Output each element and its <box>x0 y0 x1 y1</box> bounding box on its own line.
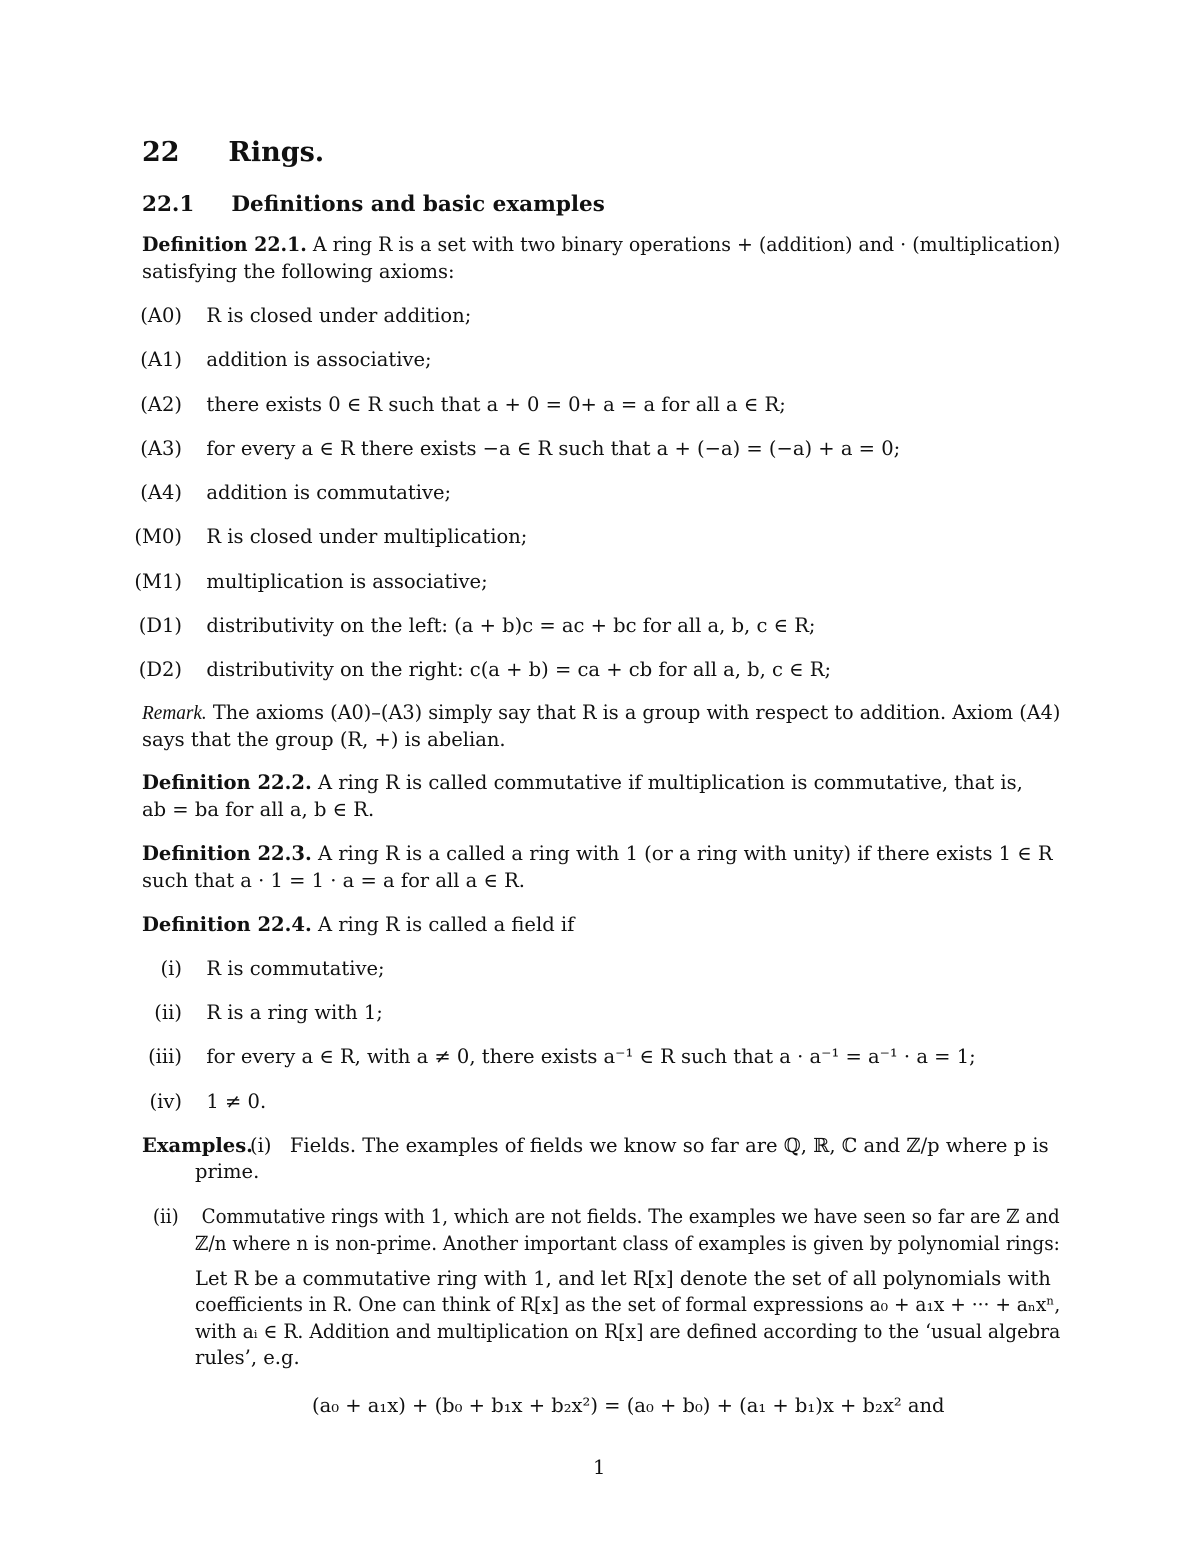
condition-label: (iii) <box>148 1045 182 1068</box>
axiom-m0 <box>132 525 527 548</box>
axiom-text: addition is associative; <box>206 348 432 371</box>
condition-label: (ii) <box>154 1001 182 1024</box>
axiom-text: for every a ∈ R there exists −a ∈ R such that a + (−a) = (−a) + a = 0; <box>206 437 901 460</box>
definition-head: Definition 22.3. <box>142 842 312 865</box>
axiom-a0 <box>132 304 471 327</box>
example-ii-para2-line1: Let R be a commutative ring with 1, and let R[x] denote the set of all polynomials with <box>195 1267 1051 1290</box>
condition-label: (i) <box>160 957 182 980</box>
example-ii-para2-line2: coefficients in R. One can think of R[x] as the set of formal expressions a₀ + a₁x + ··· + aₙxⁿ, <box>195 1293 1061 1316</box>
axiom-label: (A0) <box>140 304 182 327</box>
axiom-a4 <box>132 481 451 504</box>
axiom-text: R is closed under addition; <box>206 304 472 327</box>
axiom-a2 <box>132 393 786 416</box>
axiom-text: distributivity on the left: (a + b)c = ac + bc for all a, b, c ∈ R; <box>206 614 816 637</box>
axiom-label: (A1) <box>140 348 182 371</box>
definition-22-3-line2: such that a · 1 = 1 · a = a for all a ∈ R. <box>142 869 525 892</box>
field-condition-ii <box>132 1001 383 1024</box>
axiom-text: distributivity on the right: c(a + b) = ca + cb for all a, b, c ∈ R; <box>206 658 832 681</box>
definition-22-1-line1 <box>142 233 1060 256</box>
section-title: Rings. <box>228 137 325 168</box>
axiom-label: (M1) <box>134 570 182 593</box>
definition-22-1-line2: satisfying the following axioms: <box>142 260 455 283</box>
section-heading <box>142 137 324 168</box>
example-label: (i) <box>250 1134 272 1157</box>
example-i-line1 <box>250 1134 1049 1157</box>
condition-text: 1 ≠ 0. <box>206 1090 267 1113</box>
definition-22-3-line1 <box>142 842 1053 865</box>
axiom-text: addition is commutative; <box>206 481 452 504</box>
axiom-text: R is closed under multiplication; <box>206 525 528 548</box>
definition-22-4-line1 <box>142 913 574 936</box>
axiom-label: (A2) <box>140 393 182 416</box>
field-condition-i <box>132 957 385 980</box>
subsection-heading <box>142 192 605 217</box>
example-i-line2: prime. <box>195 1160 260 1183</box>
field-condition-iv <box>132 1090 266 1113</box>
definition-22-2-line1 <box>142 771 1023 794</box>
axiom-label: (A3) <box>140 437 182 460</box>
examples-heading: Examples. <box>142 1134 253 1157</box>
definition-head: Definition 22.1. <box>142 233 307 256</box>
axiom-a3 <box>132 437 900 460</box>
definition-22-2-line2: ab = ba for all a, b ∈ R. <box>142 798 375 821</box>
subsection-title: Definitions and basic examples <box>231 192 605 217</box>
example-text: Fields. The examples of fields we know so far are ℚ, ℝ, ℂ and ℤ/p where p is <box>289 1134 1049 1157</box>
field-condition-iii <box>132 1045 976 1068</box>
example-text: Commutative rings with 1, which are not fields. The examples we have seen so far are ℤ and <box>201 1205 1060 1228</box>
definition-text: A ring R is called a field if <box>317 913 575 936</box>
example-ii-line1 <box>132 1205 1060 1228</box>
axiom-label: (A4) <box>140 481 182 504</box>
axiom-label: (D1) <box>138 614 182 637</box>
definition-text: A ring R is a called a ring with 1 (or a ring with unity) if there exists 1 ∈ R <box>317 842 1053 865</box>
remark-line2: says that the group (R, +) is abelian. <box>142 728 506 751</box>
axiom-a1 <box>132 348 432 371</box>
definition-text: A ring R is called commutative if multiplication is commutative, that is, <box>317 771 1023 794</box>
polynomial-addition-equation: (a₀ + a₁x) + (b₀ + b₁x + b₂x²) = (a₀ + b₀) + (a₁ + b₁)x + b₂x² and <box>312 1394 945 1417</box>
subsection-number: 22.1 <box>142 192 195 217</box>
condition-text: R is commutative; <box>206 957 385 980</box>
remark-text: The axioms (A0)–(A3) simply say that R is a group with respect to addition. Axiom (A4) <box>212 701 1061 724</box>
axiom-label: (M0) <box>134 525 182 548</box>
axiom-m1 <box>132 570 488 593</box>
remark-head: Remark. <box>142 703 207 724</box>
section-number: 22 <box>142 137 180 168</box>
remark-line1 <box>142 701 1060 725</box>
definition-text: A ring R is a set with two binary operations + (addition) and · (multiplication) <box>312 233 1061 256</box>
example-label: (ii) <box>152 1205 179 1228</box>
axiom-text: multiplication is associative; <box>206 570 488 593</box>
axiom-text: there exists 0 ∈ R such that a + 0 = 0+ a = a for all a ∈ R; <box>206 393 786 416</box>
page-number: 1 <box>593 1456 606 1479</box>
definition-head: Definition 22.4. <box>142 913 312 936</box>
example-ii-para2-line3: with aᵢ ∈ R. Addition and multiplication on R[x] are defined according to the ‘usual algebra <box>195 1320 1061 1343</box>
axiom-d1 <box>132 614 815 637</box>
axiom-label: (D2) <box>138 658 182 681</box>
example-ii-line2: ℤ/n where n is non-prime. Another important class of examples is given by polynomial rings: <box>195 1232 1060 1255</box>
axiom-d2 <box>132 658 831 681</box>
condition-text: R is a ring with 1; <box>206 1001 383 1024</box>
condition-text: for every a ∈ R, with a ≠ 0, there exists a⁻¹ ∈ R such that a · a⁻¹ = a⁻¹ · a = 1; <box>206 1045 976 1068</box>
definition-head: Definition 22.2. <box>142 771 312 794</box>
example-ii-para2-line4: rules’, e.g. <box>195 1346 300 1369</box>
condition-label: (iv) <box>149 1090 182 1113</box>
